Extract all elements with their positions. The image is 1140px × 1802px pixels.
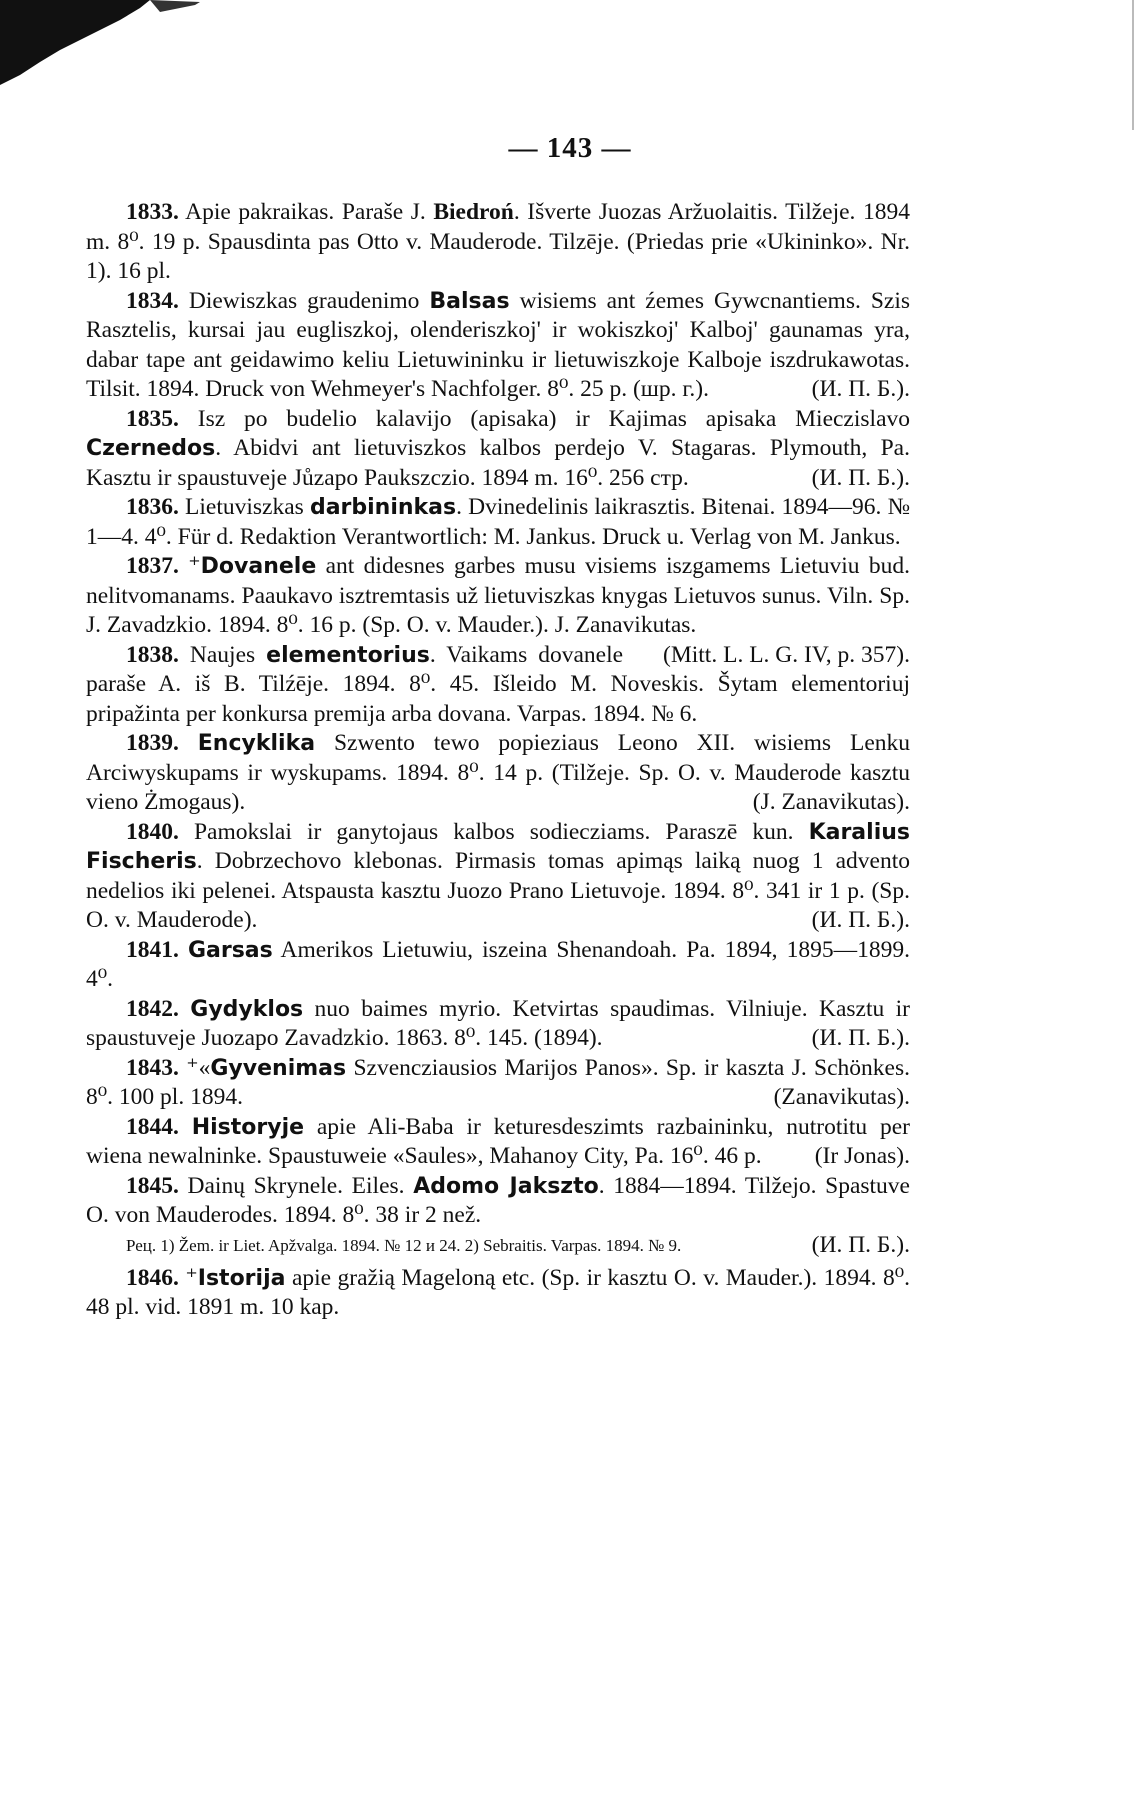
entry-ref: (И. П. Б.). [811,1231,910,1258]
entry-1837: 1837. ⁺Dovanele ant didesnes garbes musu visiems iszgamems Lietuviu bud. nelitvomanams. Paaukavo isztremtasis už lietuviszkas knygas Lietuvos sunus. Viln. Sp. J. Zavadzkio. 1894. 8⁰. 16 p. (Sp. O. v. Mauder.). J. Zanavikutas. (Mitt. L. L. G. IV, p. 357). [86,552,910,641]
entry-1834: 1834. Diewiszkas graudenimo Balsas wisiems ant źemes Gywcnantiems. Szis Rasztelis, kursai jau eugliszkoj, olenderiszkoj' ir wokiszkoj' Kalboj' gaunamas yra, dabar tape ant geidawimo keliu Lietuwininku ir lietuwiszkoje Kalboje iszdrukawotas. Tilsit. 1894. Druck von Wehmeyer's Nachfolger. 8⁰. 25 p. (шр. г.). (И. П. Б.). [86,287,910,405]
scan-edge-line [1132,0,1134,130]
entry-1840: 1840. Pamokslai ir ganytojaus kalbos sodiecziams. Paraszē kun. Karalius Fischeris. Dobrzechovo klebonas. Pirmasis tomas apimąs laiką nuog 1 advento nedelios iki pelenei. Atspausta kasztu Juozo Prano Lietuvoje. 1894. 8⁰. 341 ir 1 p. (Sp. O. v. Mauderode). (И. П. Б.). [86,818,910,936]
entry-1843: 1843. ⁺«Gyvenimas Szvencziausios Marijos Panos». Sp. ir kaszta J. Schönkes. 8⁰. 100 pl. 1894. (Zanavikutas). [86,1054,910,1113]
scan-corner-mark [0,0,210,90]
entry-ref: (Ir Jonas). [814,1143,910,1169]
entry-1845: 1845. Dainų Skrynele. Eiles. Adomo Jakszto. 1884—1894. Tilžejo. Spastuve O. von Mauderodes. 1894. 8⁰. 38 ir 2 než. [86,1172,910,1228]
entry-ref: (Zanavikutas). [773,1084,910,1110]
page-number: — 143 — [508,132,632,164]
review-note: Рец. 1) Žem. ir Liet. Apžvalga. 1894. № 12 и 24. 2) Sebraitis. Varpas. 1894. № 9. (И. П. Б.). [126,1231,910,1258]
entry-1842: 1842. Gydyklos nuo baimes myrio. Ketvirtas spaudimas. Vilniuje. Kasztu ir spaustuveje Juozapo Zavadzkio. 1863. 8⁰. 145. (1894). (И. П. Б.). [86,995,910,1054]
entry-1841: 1841. Garsas Amerikos Lietuwiu, iszeina Shenandoah. Pa. 1894, 1895—1899. 4⁰. [86,936,910,992]
entry-ref: (И. П. Б.). [811,464,910,491]
entry-1839: 1839. Encyklika Szwento tewo popieziaus Leono XII. wisiems Lenku Arciwyskupams ir wyskupams. 1894. 8⁰. 14 p. (Tilžeje. Sp. O. v. Mauderode kasztu vieno Żmogaus). (J. Zanavikutas). [86,729,910,818]
entry-1833: 1833. Apie pakraikas. Paraše J. Biedroń. Išverte Juozas Aržuolaitis. Tilžeje. 1894 m. 8⁰. 19 p. Spausdinta pas Otto v. Mauderode. Tilzēje. (Priedas prie «Ukininko». Nr. 1). 16 pl. [86,199,910,284]
entry-1844: 1844. Historyje apie Ali-Baba ir keturesdeszimts razbaininku, nutrotitu per wiena newalninke. Spaustuweie «Saules», Mahanoy City, Pa. 16⁰. 46 p. (Ir Jonas). [86,1113,910,1172]
entry-1836: 1836. Lietuviszkas darbininkas. Dvinedelinis laikrasztis. Bitenai. 1894—96. № 1—4. 4⁰. Für d. Redaktion Verantwortlich: M. Jankus. Druck u. Verlag von M. Jankus. [86,494,910,550]
entry-1838: 1838. Naujes elementorius. Vaikams dovanele paraše A. iš B. Tilźēje. 1894. 8⁰. 45. Išleido M. Noveskis. Šytam elementoriuj pripažinta per konkursa premija arba dovana. Varpas. 1894. № 6. [86,641,910,727]
entry-ref: (Mitt. L. L. G. IV, p. 357). [663,641,910,668]
bibliography-text [86,198,910,1323]
entry-ref: (И. П. Б.). [811,907,910,933]
entry-ref: (И. П. Б.). [811,376,910,402]
entry-1846: 1846. ⁺Istorija apie gražią Mageloną etc. (Sp. ir kasztu O. v. Mauder.). 1894. 8⁰. 48 pl. vid. 1891 m. 10 kap. [86,1264,911,1320]
entry-ref: (И. П. Б.). [811,1025,910,1051]
entry-ref: (J. Zanavikutas). [752,789,910,815]
entry-1835: 1835. Isz po budelio kalavijo (apisaka) ir Kajimas apisaka Mieczislavo Czernedos. Abidvi ant lietuviszkos kalbos perdejo V. Stagaras. Plymouth, Pa. Kasztu ir spaustuveje Jůzapo Paukszczio. 1894 m. 16⁰. 256 стр. (И. П. Б.). [86,405,910,494]
